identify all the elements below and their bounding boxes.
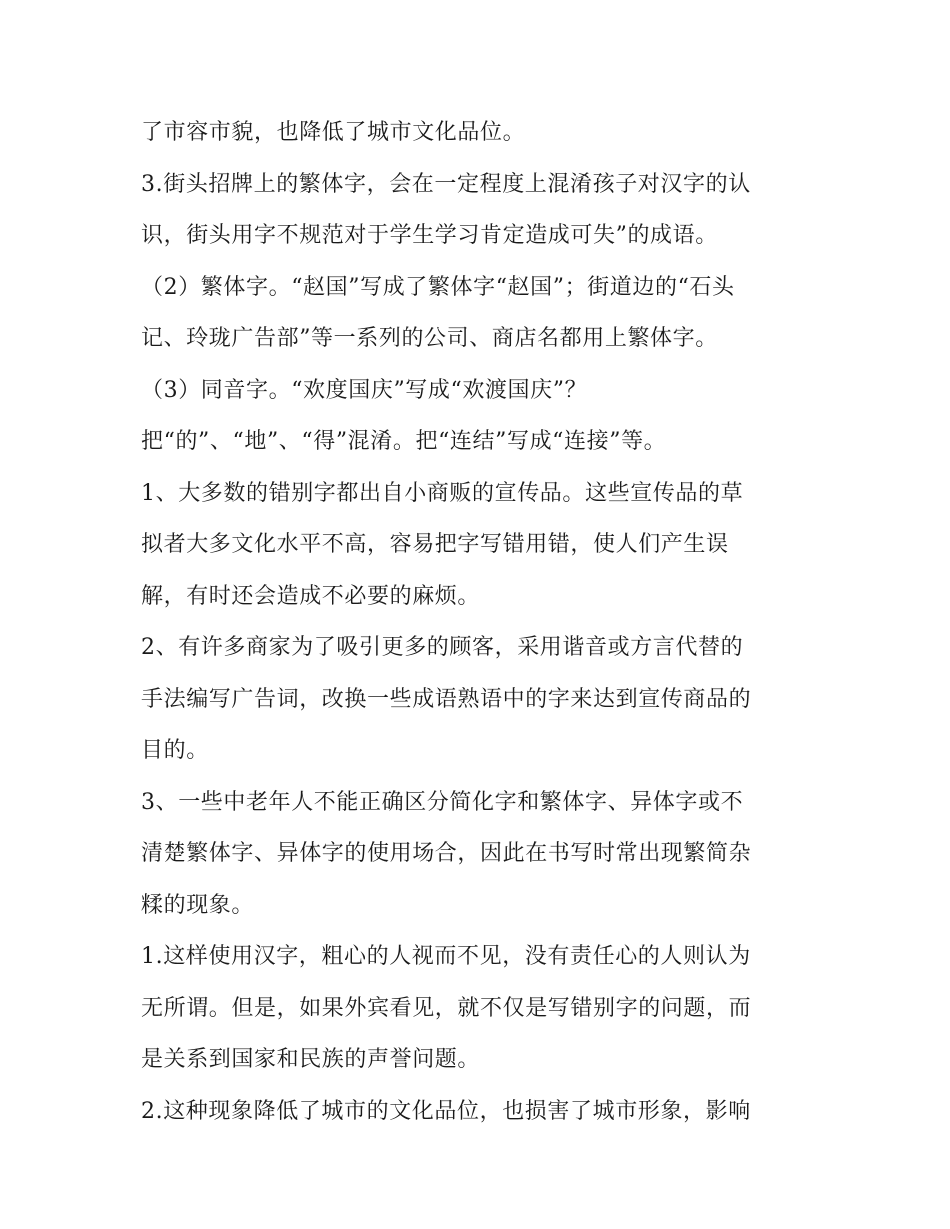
text-line: 无所谓。但是，如果外宾看见，就不仅是写错别字的问题，而: [141, 995, 752, 1021]
text-line: （3）同音字。“欢度国庆”写成“欢渡国庆”？: [141, 377, 588, 403]
text-line: 拟者大多文化水平不高，容易把字写错用错，使人们产生误: [141, 532, 729, 557]
text-line: 1、大多数的错别字都出自小商贩的宣传品。这些宣传品的草: [141, 480, 744, 506]
text-line: 记、玲珑广告部”等一系列的公司、商店名都用上繁体字。: [141, 326, 718, 351]
document-body: [141, 107, 821, 1137]
text-line: 把“的”、“地”、“得”混淆。把“连结”写成“连接”等。: [141, 429, 667, 454]
text-line: 目的。: [141, 738, 209, 763]
text-line: 了市容市貌，也降低了城市文化品位。: [141, 120, 526, 145]
text-line: （2）繁体字。“赵国”写成了繁体字“赵国”；街道边的“石头: [141, 274, 735, 300]
text-line: 手法编写广告词，改换一些成语熟语中的字来达到宣传商品的: [141, 686, 752, 712]
text-line: 1.这样使用汉字，粗心的人视而不见，没有责任心的人则认为: [141, 944, 751, 969]
text-line: 3.街头招牌上的繁体字，会在一定程度上混淆孩子对汉字的认: [141, 171, 751, 197]
text-line: 2、有许多商家为了吸引更多的顾客，采用谐音或方言代替的: [141, 635, 744, 660]
text-line: 糅的现象。: [141, 892, 255, 918]
text-line: 识，街头用字不规范对于学生学习肯定造成可失”的成语。: [141, 223, 718, 248]
text-line: 2.这种现象降低了城市的文化品位，也损害了城市形象，影响: [141, 1098, 751, 1124]
text-line: 解，有时还会造成不必要的麻烦。: [141, 583, 481, 609]
text-line: 3、一些中老年人不能正确区分简化字和繁体字、异体字或不: [141, 789, 744, 815]
text-line: 清楚繁体字、异体字的使用场合，因此在书写时常出现繁简杂: [141, 841, 752, 866]
text-line: 是关系到国家和民族的声誉问题。: [141, 1047, 481, 1072]
